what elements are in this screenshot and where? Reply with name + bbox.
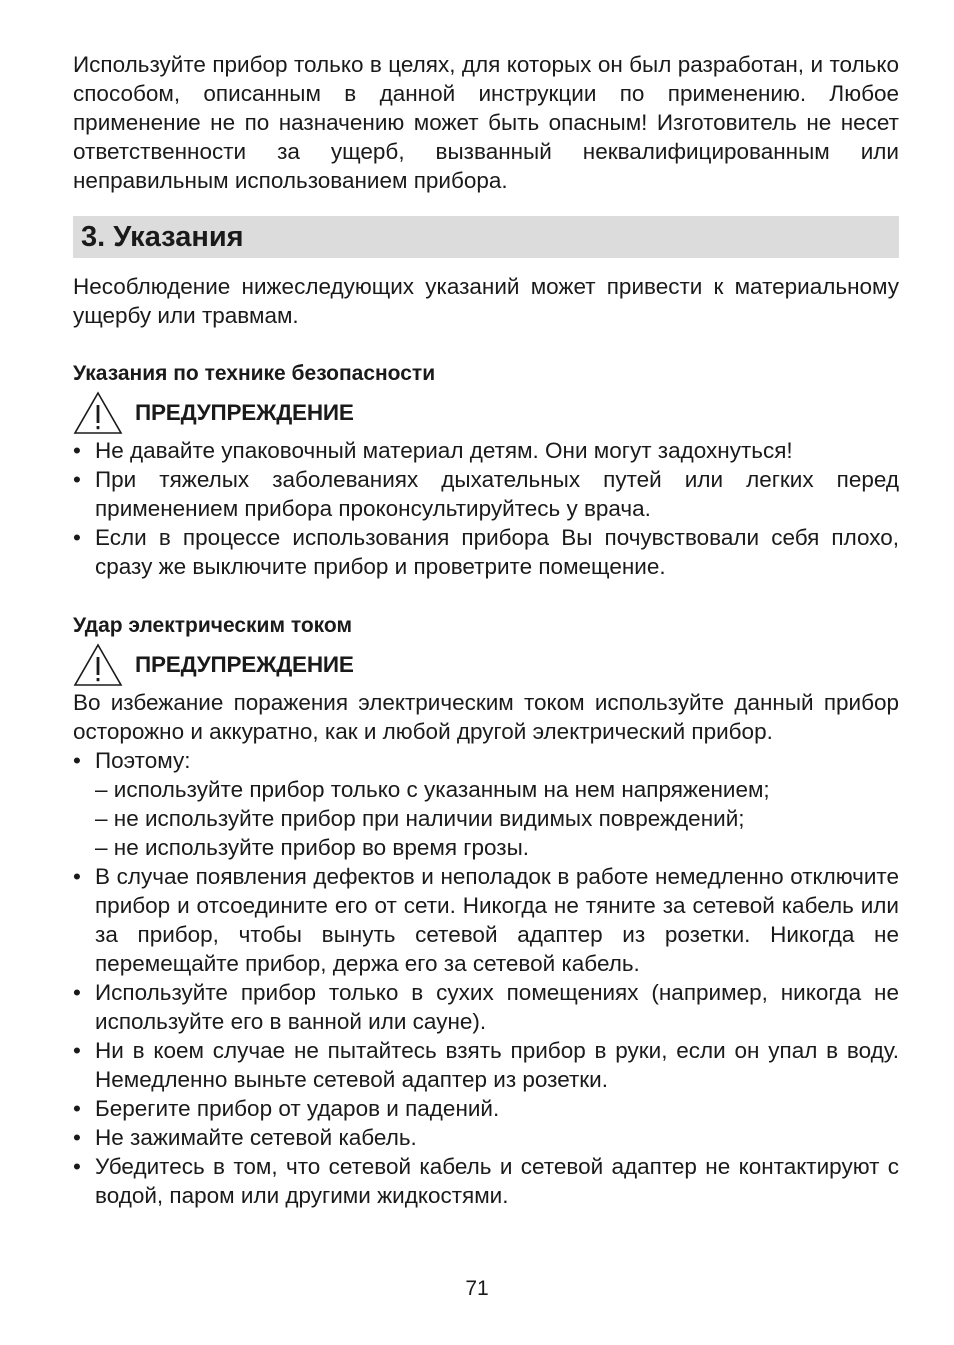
- electric-intro: Во избежание поражения электрическим током используйте данный прибор осторожно и аккуратно, как и любой другой электрический прибор.: [73, 690, 899, 744]
- list-item: • Если в процессе использования прибора Вы почувствовали себя плохо, сразу же выключите прибор и проветрите помещение.: [73, 525, 899, 579]
- bullet: •: [73, 438, 81, 463]
- bullet: •: [73, 748, 81, 773]
- warning-label: ПРЕДУПРЕЖДЕНИЕ: [135, 400, 354, 425]
- bullet: •: [73, 525, 81, 550]
- bullet: •: [73, 1154, 81, 1179]
- document-page: [73, 50, 899, 1210]
- bullet: •: [73, 1096, 81, 1121]
- dash-item: – не используйте прибор при наличии видимых повреждений;: [95, 806, 745, 831]
- warning-triangle-icon: [73, 643, 123, 687]
- dash-item: – не используйте прибор во время грозы.: [95, 835, 530, 860]
- list-item: • Не давайте упаковочный материал детям. Они могут задохнуться!: [73, 438, 793, 463]
- list-item: • В случае появления дефектов и неполадок в работе немедленно отключите прибор и отсоедините его от сети. Никогда не тяните за сетевой кабель или за прибор, чтобы вынуть сетевой адаптер из розетки. Никогда не перемещайте прибор, держа его за сетевой кабель.: [73, 864, 899, 976]
- section-heading: 3. Указания: [73, 216, 899, 258]
- electric-heading: Удар электрическим током: [73, 614, 352, 637]
- list-item: • Поэтому:: [73, 748, 191, 773]
- electric-warning: [73, 642, 899, 688]
- bullet: •: [73, 864, 81, 889]
- page-number: 71: [465, 1277, 489, 1300]
- safety-warning: [73, 390, 899, 436]
- electric-list: [73, 862, 899, 1210]
- bullet: •: [73, 467, 81, 492]
- warning-triangle-icon: [73, 391, 123, 435]
- warning-label: ПРЕДУПРЕЖДЕНИЕ: [135, 652, 354, 677]
- list-item: • При тяжелых заболеваниях дыхательных путей или легких перед применением прибора проконсультируйтесь у врача.: [73, 467, 899, 521]
- list-item: • Убедитесь в том, что сетевой кабель и сетевой адаптер не контактируют с водой, паром или другими жидкостями.: [73, 1154, 899, 1208]
- electric-therefore-list: [73, 746, 899, 775]
- list-item: • Берегите прибор от ударов и падений.: [73, 1096, 500, 1121]
- bullet: •: [73, 1125, 81, 1150]
- safety-heading: Указания по технике безопасности: [73, 362, 436, 385]
- intro-paragraph: Используйте прибор только в целях, для которых он был разработан, и только способом, описанным в данной инструкции по применению. Любое применение не по назначению может быть опасным! Изготовитель не несет ответственности за ущерб, вызванный неквалифицированным или неправильным использованием прибора.: [73, 52, 899, 193]
- list-item: • Ни в коем случае не пытайтесь взять прибор в руки, если он упал в воду. Немедленно выньте сетевой адаптер из розетки.: [73, 1038, 899, 1092]
- bullet: •: [73, 1038, 81, 1063]
- safety-list: [73, 436, 899, 581]
- bullet: •: [73, 980, 81, 1005]
- list-item: • Не зажимайте сетевой кабель.: [73, 1125, 417, 1150]
- dash-item: – используйте прибор только с указанным на нем напряжением;: [95, 777, 770, 802]
- section-intro: Несоблюдение нижеследующих указаний может привести к материальному ущербу или травмам.: [73, 274, 899, 328]
- list-item: • Используйте прибор только в сухих помещениях (например, никогда не используйте его в ванной или сауне).: [73, 980, 899, 1034]
